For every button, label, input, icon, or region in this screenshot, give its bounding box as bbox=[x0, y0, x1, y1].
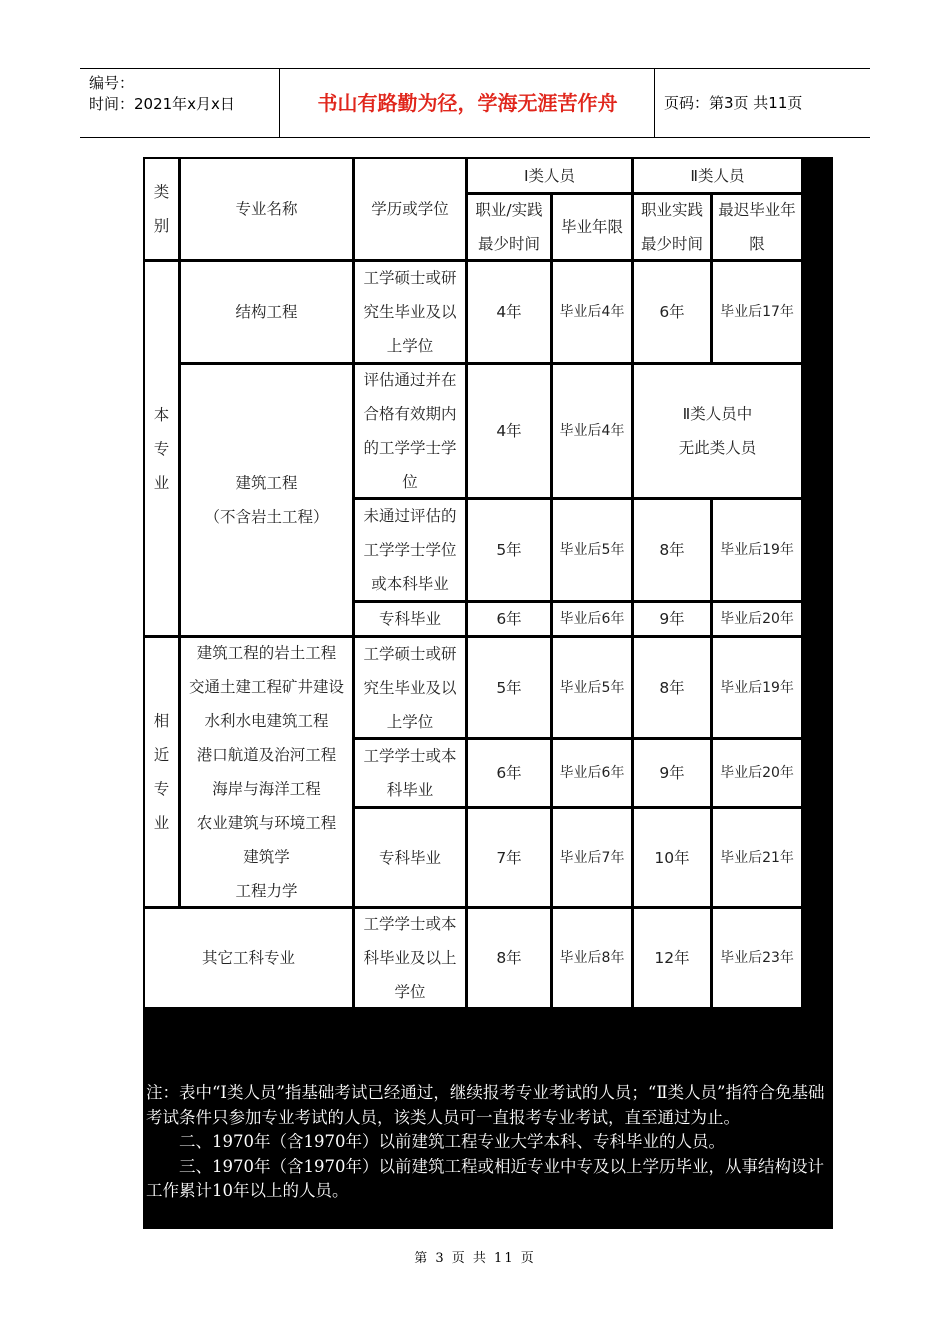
header-number: 编号： bbox=[89, 74, 135, 92]
head-c2-min: 职业实践 最少时间 bbox=[634, 195, 710, 259]
row7-c2-latest: 毕业后21年 bbox=[713, 809, 801, 906]
row5-c2-min: 8年 bbox=[634, 638, 710, 737]
page-footer: 第 3 页 共 11 页 bbox=[414, 1251, 536, 1266]
row8-c1-years: 毕业后8年 bbox=[553, 909, 631, 1007]
qualification-table bbox=[143, 157, 833, 1229]
header-meta bbox=[80, 69, 280, 137]
head-class1: Ⅰ类人员 bbox=[468, 159, 631, 192]
row7-c1-years: 毕业后7年 bbox=[553, 809, 631, 906]
row6-c2-min: 9年 bbox=[634, 740, 710, 806]
row3-c1-years: 毕业后5年 bbox=[553, 500, 631, 600]
row4-c2-latest: 毕业后20年 bbox=[713, 603, 801, 635]
row1-c2-min: 6年 bbox=[634, 262, 710, 362]
row6-c1-years: 毕业后6年 bbox=[553, 740, 631, 806]
row1-c1-min: 4年 bbox=[468, 262, 550, 362]
notes-block bbox=[146, 1081, 834, 1204]
head-degree: 学历或学位 bbox=[355, 159, 465, 259]
head-class2: Ⅱ类人员 bbox=[634, 159, 801, 192]
row8-c2-min: 12年 bbox=[634, 909, 710, 1007]
row4-c1-years: 毕业后6年 bbox=[553, 603, 631, 635]
row1-degree: 工学硕士或研 究生毕业及以 上学位 bbox=[355, 262, 465, 362]
head-c1-min: 职业/实践 最少时间 bbox=[468, 195, 550, 259]
row6-degree: 工学学士或本 科毕业 bbox=[355, 740, 465, 806]
row5-c1-min: 5年 bbox=[468, 638, 550, 737]
row2-major: 建筑工程 （不含岩土工程） bbox=[181, 365, 352, 635]
row3-degree: 未通过评估的 工学学士学位 或本科毕业 bbox=[355, 500, 465, 600]
row3-c1-min: 5年 bbox=[468, 500, 550, 600]
row7-c1-min: 7年 bbox=[468, 809, 550, 906]
header-motto: 书山有路勤为径，学海无涯苦作舟 bbox=[281, 69, 655, 137]
row4-c1-min: 6年 bbox=[468, 603, 550, 635]
head-major: 专业名称 bbox=[181, 159, 352, 259]
row3-c2-min: 8年 bbox=[634, 500, 710, 600]
row5-c2-latest: 毕业后19年 bbox=[713, 638, 801, 737]
row2-c1-years: 毕业后4年 bbox=[553, 365, 631, 497]
head-c1-years: 毕业年限 bbox=[553, 195, 631, 259]
row5-degree: 工学硕士或研 究生毕业及以 上学位 bbox=[355, 638, 465, 737]
row4-degree: 专科毕业 bbox=[355, 603, 465, 635]
row5-major: 建筑工程的岩土工程 交通土建工程矿井建设 水利水电建筑工程 港口航道及治河工程 海岸与海洋工程 农业建筑与环境工程 建筑学 工程力学 bbox=[181, 638, 352, 906]
head-category: 类别 bbox=[145, 159, 178, 259]
note-item-2: 二、1970年（含1970年）以前建筑工程专业大学本科、专科毕业的人员。 bbox=[179, 1132, 725, 1152]
row3-c2-latest: 毕业后19年 bbox=[713, 500, 801, 600]
row6-c1-min: 6年 bbox=[468, 740, 550, 806]
row6-c2-latest: 毕业后20年 bbox=[713, 740, 801, 806]
row1-c2-latest: 毕业后17年 bbox=[713, 262, 801, 362]
row1-major: 结构工程 bbox=[181, 262, 352, 362]
row8-c2-latest: 毕业后23年 bbox=[713, 909, 801, 1007]
row8-degree: 工学学士或本 科毕业及以上 学位 bbox=[355, 909, 465, 1007]
row7-c2-min: 10年 bbox=[634, 809, 710, 906]
row1-c1-years: 毕业后4年 bbox=[553, 262, 631, 362]
header-time: 时间：2021年x月x日 bbox=[89, 95, 235, 113]
row5-c1-years: 毕业后5年 bbox=[553, 638, 631, 737]
row8-c1-min: 8年 bbox=[468, 909, 550, 1007]
row2-degree: 评估通过并在 合格有效期内 的工学学士学 位 bbox=[355, 365, 465, 497]
note-item-3: 三、1970年（含1970年）以前建筑工程或相近专业中专及以上学历毕业，从事结构设计工作累计10年以上的人员。 bbox=[146, 1156, 824, 1201]
row8-major: 其它工科专业 bbox=[145, 909, 352, 1007]
row7-degree: 专科毕业 bbox=[355, 809, 465, 906]
row2-c1-min: 4年 bbox=[468, 365, 550, 497]
head-c2-latest: 最迟毕业年 限 bbox=[713, 195, 801, 259]
group-related: 相 近 专 业 bbox=[145, 638, 178, 906]
header-page: 页码：第3页 共11页 bbox=[664, 94, 803, 112]
row4-c2-min: 9年 bbox=[634, 603, 710, 635]
group-this-major: 本 专 业 bbox=[145, 262, 178, 635]
note-explanation: 注：表中“Ⅰ类人员”指基础考试已经通过，继续报考专业考试的人员；“Ⅱ类人员”指符合免基础考试条件只参加专业考试的人员，该类人员可一直报考专业考试，直至通过为止。 bbox=[146, 1083, 825, 1127]
page-header bbox=[80, 68, 870, 138]
row2-c2-none: Ⅱ类人员中 无此类人员 bbox=[634, 365, 801, 497]
